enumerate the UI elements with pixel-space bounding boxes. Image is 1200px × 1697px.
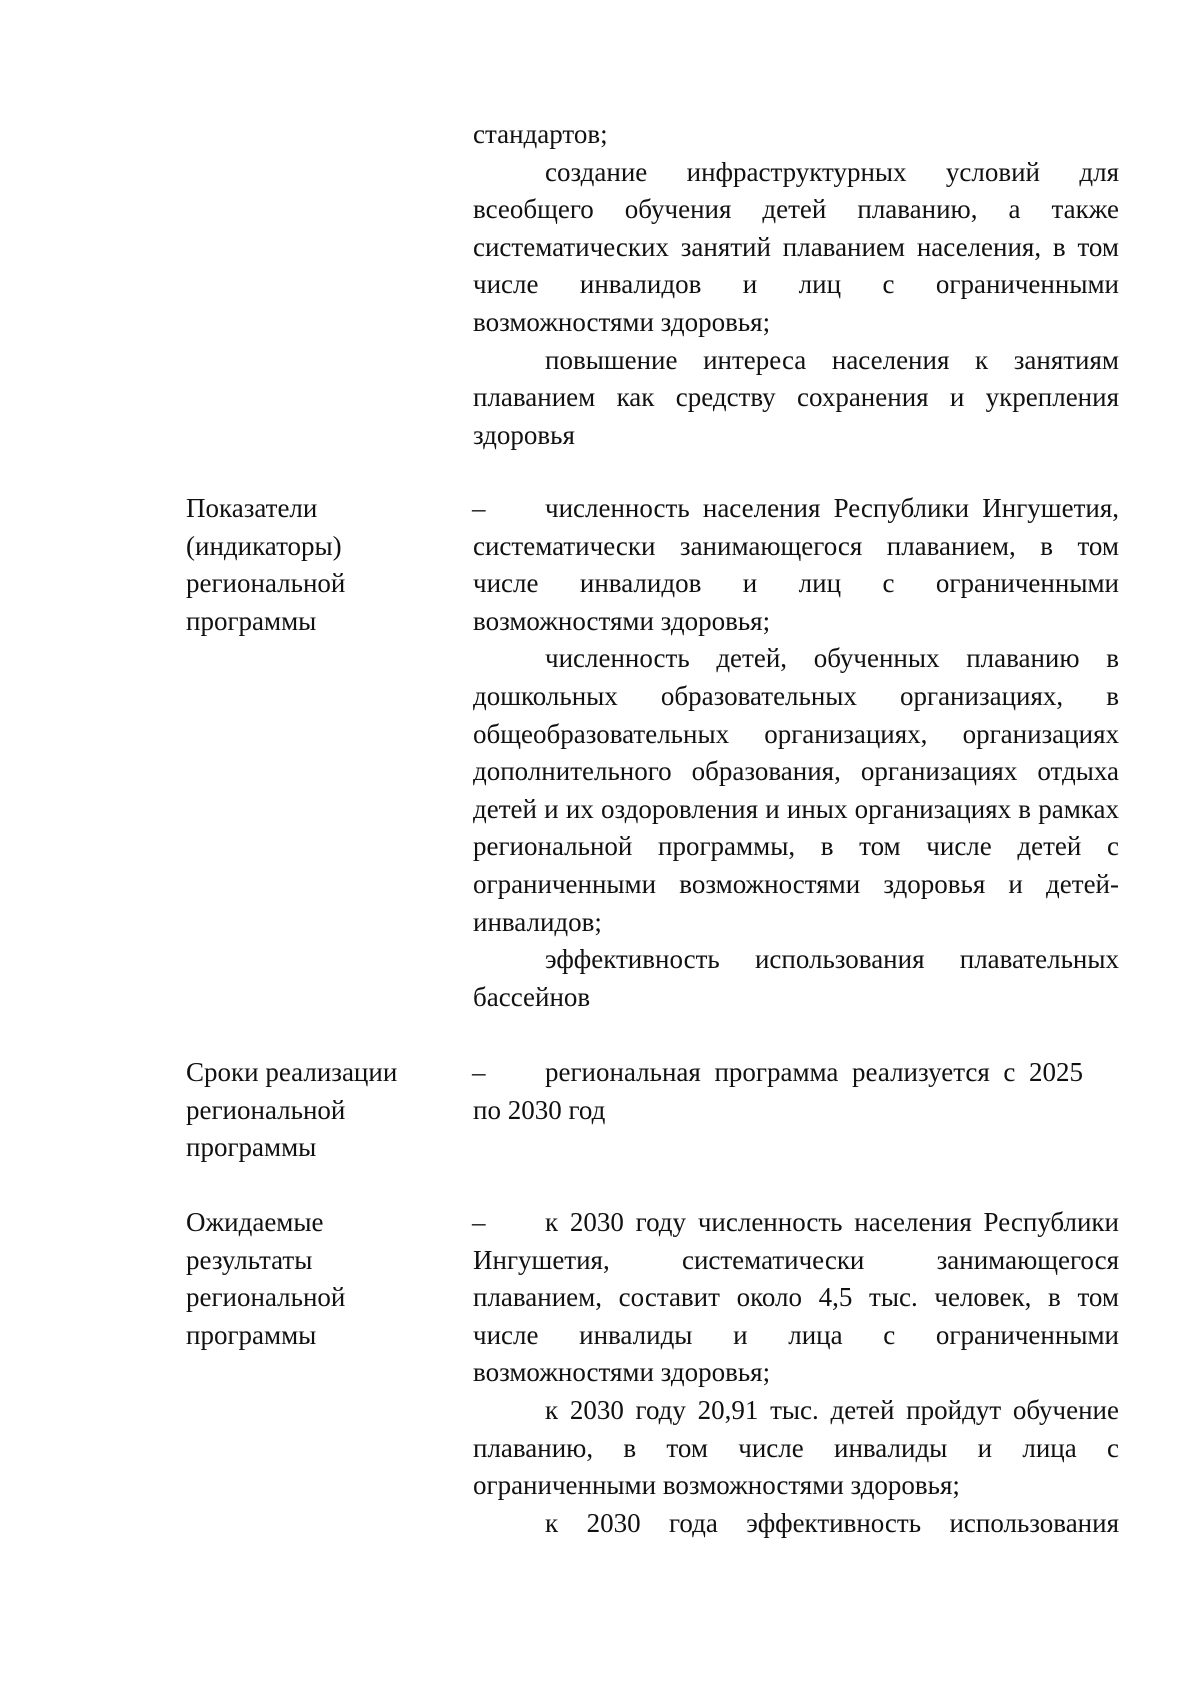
row-label-indicators <box>186 490 426 640</box>
label-line: результаты <box>186 1244 313 1275</box>
description-paragraph: к 2030 году численность населения Республики Ингушетия, систематически занимающегося плаванием, составит около 4,5 тыс. человек, в том числе инвалиды и лица с ограниченными возможностями здоровья; <box>473 1207 1119 1388</box>
label-line: региональной <box>186 1282 346 1313</box>
row-label-timeline <box>186 1054 426 1167</box>
label-line: Показатели <box>186 493 318 523</box>
continuation-paragraph-2: повышение интереса населения к занятиям плаванием как средству сохранения и укрепления здоровья <box>473 344 1119 450</box>
row-description-indicators <box>473 490 1119 1016</box>
label-line: программы <box>186 605 317 636</box>
label-line: (индикаторы) <box>186 530 342 561</box>
description-paragraph: эффективность использования плавательных бассейнов <box>473 944 1119 1012</box>
label-line: региональной <box>186 1094 346 1125</box>
continuation-paragraph-1: создание инфраструктурных условий для всеобщего обучения детей плаванию, а также систематических занятий плаванием населения, в том числе инвалидов и лиц с ограниченными возможностями здоровья; <box>473 156 1119 337</box>
row-description-timeline <box>473 1054 1083 1129</box>
row-dash: – <box>472 493 486 523</box>
label-line: Ожидаемые <box>186 1207 324 1237</box>
continuation-block <box>473 116 1119 454</box>
label-line: Сроки реализации <box>186 1057 398 1087</box>
row-label-expected-results <box>186 1204 426 1354</box>
description-paragraph: к 2030 года эффективность использования <box>545 1507 1119 1538</box>
description-paragraph: численность детей, обученных плаванию в дошкольных образовательных организациях, в общеобразовательных организациях, организациях дополнительного образования, организациях отдыха детей и их оздоровления и иных организациях в рамках региональной программы, в том числе детей с ограниченными возможностями здоровья и детей-инвалидов; <box>473 643 1119 937</box>
continuation-first-line: стандартов; <box>473 119 608 149</box>
row-dash: – <box>472 1057 486 1087</box>
label-line: программы <box>186 1132 317 1163</box>
description-paragraph: региональная программа реализуется с 2025 по 2030 год <box>473 1057 1083 1125</box>
row-description-expected-results <box>473 1204 1119 1542</box>
description-paragraph: численность населения Республики Ингушетия, систематически занимающегося плаванием, в том числе инвалидов и лиц с ограниченными возможностями здоровья; <box>473 493 1119 636</box>
description-paragraph: к 2030 году 20,91 тыс. детей пройдут обучение плаванию, в том числе инвалиды и лица с ограниченными возможностями здоровья; <box>473 1394 1119 1501</box>
label-line: программы <box>186 1319 317 1350</box>
label-line: региональной <box>186 568 346 599</box>
row-dash: – <box>472 1207 486 1237</box>
